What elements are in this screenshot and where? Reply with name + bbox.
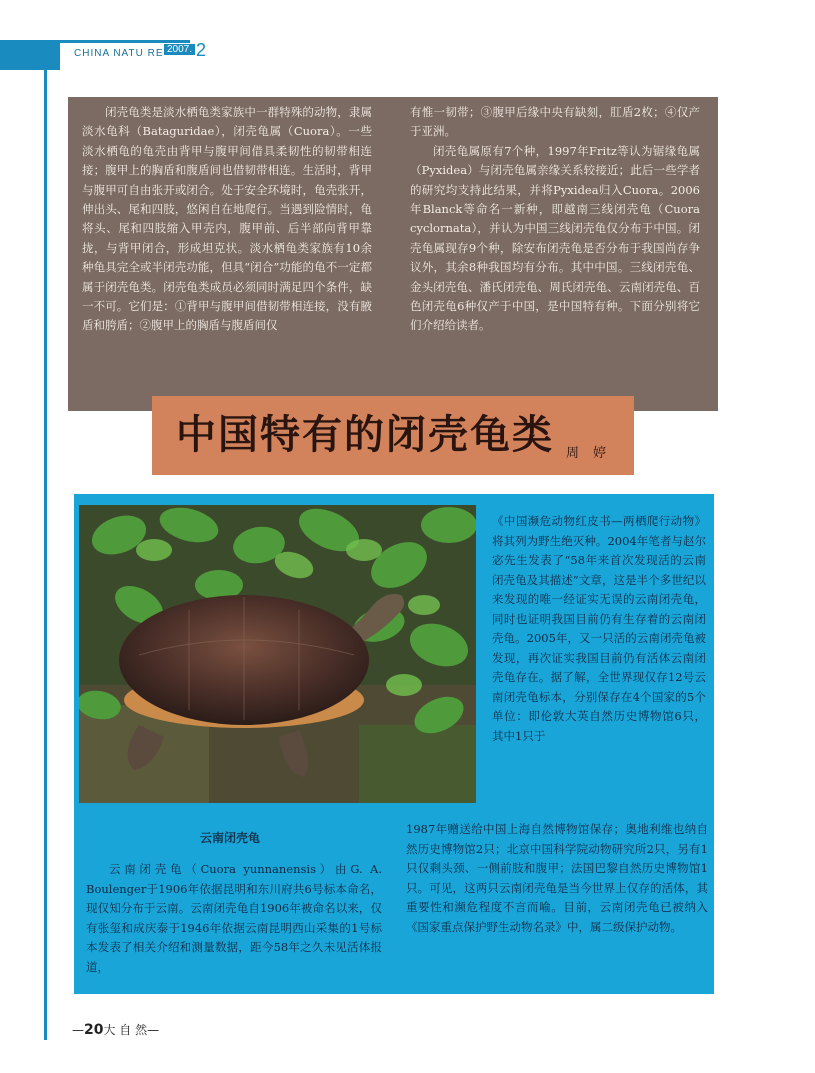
header-rule: [60, 40, 190, 43]
article-author: 周婷: [566, 446, 621, 461]
issue-number: 2: [196, 40, 207, 60]
turtle-photo: [79, 505, 476, 803]
intro-paragraph-1: 闭壳龟类是淡水栖龟类家族中一群特殊的动物，隶属淡水龟科（Bataguridae），闭壳龟属（Cuora）。一些淡水栖龟的龟壳由背甲与腹甲间借具柔韧性的韧带相连接；腹甲上的胸盾和腹盾间也借韧带相连。生活时，背甲与腹甲可自由张开或闭合。处于安全环境时，龟壳张开，伸出头、尾和四肢，悠闲自在地爬行。当遇到险情时，龟将头、尾和四肢缩入甲壳内，腹甲前、后半部向背甲靠拢，与背甲闭合，形成坦克状。淡水栖龟类家族有10余种龟具完全或半闭壳功能，但具“闭合”功能的龟不一定都属于闭壳龟类。闭壳龟类成员必须同时满足四个条件，缺一不可。它们是：①背甲与腹甲间借韧带相连接，没有腋盾和胯盾；②腹甲上的胸盾与腹盾间仅: [82, 105, 372, 333]
main-paragraph-1-cont: 《中国濒危动物红皮书—两栖爬行动物》将其列为野生绝灭种。2004年笔者与赵尔宓先生发表了“58年来首次发现活的云南闭壳龟及其描述”文章，这是半个多世纪以来发现的唯一经证实无误的云南闭壳龟，同时也证明我国目前仍有生存着的云南闭壳龟。2005年，又一只活的云南闭壳龟被发现，再次证实我国目前仍有活体云南闭壳龟存在。据了解，全世界现仅存12号云南闭壳龟标本，分别保存在4个国家的5个单位：即伦敦大英自然历史博物馆6只，其中1只于: [492, 514, 706, 743]
main-bottom-column: [406, 820, 708, 937]
main-left-column: [86, 860, 382, 977]
photo-caption: 云南闭壳龟: [200, 831, 261, 845]
header-color-block: [0, 40, 60, 70]
main-paragraph-1-end: 1987年赠送给中国上海自然博物馆保存；奥地利维也纳自然历史博物馆2只；北京中国科学院动物研究所2只，另有1只仅剩头颈、一侧前肢和腹甲；法国巴黎自然历史博物馆1只。可见，这两只云南闭壳龟是当今世界上仅存的活体，其重要性和濒危程度不言而喻。目前，云南闭壳龟已被纳入《国家重点保护野生动物名录》中，属二级保护动物。: [406, 822, 708, 934]
issue-year: 2007.: [164, 44, 195, 55]
page-footer: —20大 自 然—: [72, 1022, 160, 1038]
main-right-column: [492, 512, 706, 746]
intro-right-column: [410, 103, 700, 336]
footer-magazine-name: 大 自 然: [103, 1023, 148, 1037]
page-number: 20: [84, 1022, 104, 1038]
intro-paragraph-1-cont: 有惟一韧带；③腹甲后缘中央有缺刻，肛盾2枚；④仅产于亚洲。: [410, 105, 700, 139]
intro-left-column: [82, 103, 372, 336]
main-paragraph-1: 云南闭壳龟（Cuora yunnanensis）由G. A. Boulenger于1906年依据昆明和东川府共6号标本命名，现仅知分布于云南。云南闭壳龟自1906年被命名以来，仅有张玺和成庆泰于1946年依据云南昆明西山采集的1号标本发表了相关介绍和测量数据，距今58年之久未见活体报道，: [86, 862, 382, 974]
left-margin-rule: [44, 40, 47, 1040]
magazine-brand: CHINA NATU RE: [74, 48, 164, 59]
article-title: 中国特有的闭壳龟类: [176, 411, 554, 458]
intro-paragraph-2: 闭壳龟属原有7个种，1997年Fritz等认为锯缘龟属（Pyxidea）与闭壳龟属亲缘关系较接近；此后一些学者的研究均支持此结果，并将Pyxidea归入Cuora。2006年Blanck等命名一新种，即越南三线闭壳龟（Cuora cyclornata），并认为中国三线闭壳龟仅分布于中国。闭壳龟属现存9个种，除安布闭壳龟是否分布于我国尚存争议外，其余8种我国均有分布。其中中国。三线闭壳龟、金头闭壳龟、潘氏闭壳龟、周氏闭壳龟、云南闭壳龟、百色闭壳龟6种仅产于中国，是中国特有种。下面分别将它们介绍给读者。: [410, 143, 700, 333]
